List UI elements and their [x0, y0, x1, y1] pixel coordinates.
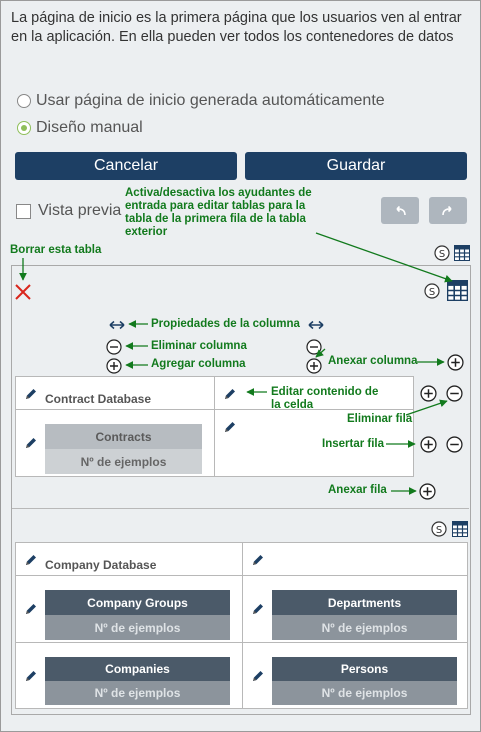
persons-tile-count: Nº de ejemplos [321, 686, 408, 700]
redo-icon [440, 205, 456, 217]
plus-circle-icon[interactable] [306, 358, 322, 374]
preview-label: Vista previa [38, 202, 122, 219]
table2-cell-r2-right[interactable] [242, 642, 468, 709]
table2-cell-header-right[interactable] [242, 542, 468, 576]
contracts-tile[interactable] [45, 424, 202, 474]
pencil-icon[interactable] [24, 436, 38, 450]
companies-tile[interactable] [45, 657, 230, 705]
company-groups-tile[interactable] [45, 590, 230, 640]
annotation-delete-row: Eliminar fila [347, 413, 413, 425]
double-arrow-icon[interactable] [109, 319, 125, 331]
plus-circle-icon[interactable] [447, 354, 464, 371]
minus-circle-icon[interactable] [106, 339, 122, 355]
annotation-delete-table: Borrar esta tabla [10, 244, 102, 256]
pencil-icon[interactable] [223, 387, 237, 401]
table-grid-icon[interactable] [454, 245, 470, 261]
minus-circle-icon[interactable] [446, 436, 463, 453]
annotation-column-props: Propiedades de la columna [151, 318, 300, 330]
radio-auto-circle[interactable] [17, 94, 31, 108]
preview-toggle[interactable] [16, 202, 121, 220]
radio-manual-label: Diseño manual [36, 119, 143, 136]
contracts-tile-count: Nº de ejemplos [45, 449, 202, 474]
table2-cell-r1-right[interactable] [242, 575, 468, 643]
company-groups-tile-title: Company Groups [45, 590, 230, 615]
plus-circle-icon[interactable] [420, 436, 437, 453]
style-icon[interactable] [434, 245, 450, 261]
departments-tile-title: Departments [272, 590, 457, 615]
pencil-icon[interactable] [24, 669, 38, 683]
intro-text: La página de inicio es la primera página que los usuarios ven al entrar en la aplicación. En ella pueden ver todos los contenedores de datos [11, 10, 462, 45]
contracts-tile-title: Contracts [45, 424, 202, 449]
pencil-icon[interactable] [24, 602, 38, 616]
company-groups-tile-count: Nº de ejemplos [94, 620, 181, 635]
undo-icon [392, 205, 408, 217]
table1-cell-body-left[interactable] [15, 409, 215, 477]
outer-row-divider [12, 508, 469, 509]
plus-circle-icon[interactable] [106, 358, 122, 374]
plus-circle-icon[interactable] [419, 483, 436, 500]
table1-cell-header-left[interactable] [15, 376, 215, 410]
departments-tile[interactable] [272, 590, 457, 640]
table2-header-label: Company Database [45, 558, 157, 572]
redo-button[interactable] [429, 197, 467, 224]
annotation-append-column: Anexar columna [328, 355, 418, 367]
annotation-add-column: Agregar columna [151, 358, 246, 370]
table2-cell-header-left[interactable] [15, 542, 243, 576]
radio-manual-circle[interactable] [17, 121, 31, 135]
annotation-append-row: Anexar fila [328, 484, 387, 496]
persons-tile-title: Persons [272, 657, 457, 681]
table-grid-icon[interactable] [452, 521, 468, 537]
table2-cell-r1-left[interactable] [15, 575, 243, 643]
cancel-button[interactable]: Cancelar [15, 152, 237, 180]
minus-circle-icon[interactable] [446, 385, 463, 402]
persons-tile[interactable] [272, 657, 457, 705]
companies-tile-count: Nº de ejemplos [94, 686, 181, 700]
pencil-icon[interactable] [223, 420, 237, 434]
pencil-icon[interactable] [251, 553, 265, 567]
double-arrow-icon[interactable] [308, 319, 324, 331]
style-icon[interactable] [424, 283, 440, 299]
preview-checkbox[interactable] [16, 204, 31, 219]
annotation-delete-column: Eliminar columna [151, 340, 247, 352]
table-grid-icon-active[interactable] [447, 280, 468, 301]
table2-cell-r2-left[interactable] [15, 642, 243, 709]
companies-tile-title: Companies [45, 657, 230, 681]
pencil-icon[interactable] [24, 387, 38, 401]
annotation-helpers: Activa/desactiva los ayudantes de entrada para editar tablas para la tabla de la primera fila de la tabla exterior [125, 187, 312, 238]
pencil-icon[interactable] [251, 602, 265, 616]
style-icon[interactable] [431, 521, 447, 537]
radio-manual[interactable] [17, 119, 143, 137]
undo-button[interactable] [381, 197, 419, 224]
table1-header-label: Contract Database [45, 392, 152, 406]
annotation-edit-cell: Editar contenido de la celda [271, 386, 379, 411]
plus-circle-icon[interactable] [420, 385, 437, 402]
delete-x-icon[interactable] [14, 283, 32, 301]
radio-auto-label: Usar página de inicio generada automáticamente [36, 92, 385, 109]
pencil-icon[interactable] [251, 669, 265, 683]
save-button[interactable]: Guardar [245, 152, 467, 180]
departments-tile-count: Nº de ejemplos [321, 620, 408, 635]
annotation-insert-row: Insertar fila [322, 438, 384, 450]
radio-auto[interactable] [17, 92, 385, 110]
minus-circle-icon[interactable] [306, 339, 322, 355]
pencil-icon[interactable] [24, 553, 38, 567]
